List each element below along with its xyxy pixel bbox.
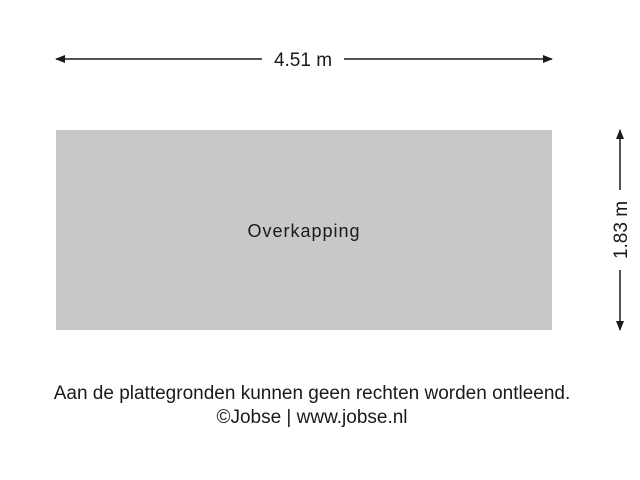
disclaimer-text: Aan de plattegronden kunnen geen rechten worden ontleend. — [53, 383, 571, 404]
width-dimension-label: 4.51 m — [273, 50, 333, 71]
width-dimension — [56, 50, 552, 71]
height-dimension-label: 1.83 m — [611, 200, 632, 260]
room-label: Overkapping — [247, 221, 361, 241]
height-dimension — [611, 130, 632, 330]
copyright-text: ©Jobse | www.jobse.nl — [216, 407, 408, 428]
